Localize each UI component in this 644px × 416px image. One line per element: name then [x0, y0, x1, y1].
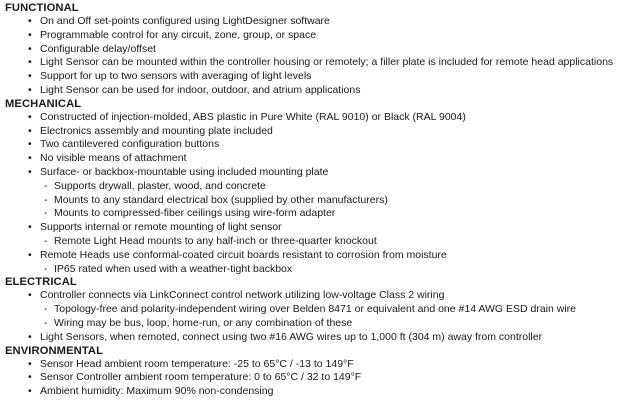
sub-list-item: - Topology-free and polarity-independent wiring over Belden 8471 or equivalent and one #14 AWG ESD drain wire: [5, 303, 644, 317]
section-mechanical: [5, 98, 644, 277]
bullet-list: [5, 111, 644, 277]
section-heading: ELECTRICAL: [5, 276, 77, 289]
section-electrical: [5, 276, 644, 344]
list-item: • No visible means of attachment: [5, 152, 644, 166]
section-functional: [5, 2, 644, 98]
section-heading: MECHANICAL: [5, 97, 82, 110]
list-item: • Ambient humidity: Maximum 90% non-condensing: [5, 385, 644, 399]
sub-list-item: - Mounts to any standard electrical box (supplied by other manufacturers): [5, 194, 644, 208]
bullet-list: [5, 289, 644, 344]
list-item: • Light Sensors, when remoted, connect using two #16 AWG wires up to 1,000 ft (304 m) away from controller: [5, 331, 644, 345]
section-heading: ENVIRONMENTAL: [5, 344, 104, 357]
list-item: • Constructed of injection-molded, ABS plastic in Pure White (RAL 9010) or Black (RAL 9004): [5, 111, 644, 125]
sub-list-item: - Supports drywall, plaster, wood, and concrete: [5, 180, 644, 194]
sub-list-item: - Wiring may be bus, loop, home-run, or any combination of these: [5, 317, 644, 331]
list-item: • Controller connects via LinkConnect control network utilizing low-voltage Class 2 wiring: [5, 289, 644, 303]
list-item: • Supports internal or remote mounting of light sensor: [5, 221, 644, 235]
list-item: • Electronics assembly and mounting plate included: [5, 125, 644, 139]
list-item: • Surface- or backbox-mountable using included mounting plate: [5, 166, 644, 180]
list-item: • On and Off set-points configured using LightDesigner software: [5, 15, 644, 29]
sub-list-item: - Mounts to compressed-fiber ceilings using wire-form adapter: [5, 207, 644, 221]
section-environmental: [5, 345, 644, 399]
sub-list-item: - Remote Light Head mounts to any half-inch or three-quarter knockout: [5, 235, 644, 249]
list-item: • Remote Heads use conformal-coated circuit boards resistant to corrosion from moisture: [5, 249, 644, 263]
section-heading: FUNCTIONAL: [5, 2, 79, 14]
list-item: • Programmable control for any circuit, zone, group, or space: [5, 29, 644, 43]
list-item: • Configurable delay/offset: [5, 43, 644, 57]
bullet-list: [5, 15, 644, 98]
list-item: • Two cantilevered configuration buttons: [5, 138, 644, 152]
list-item: • Light Sensor can be mounted within the controller housing or remotely; a filler plate is included for remote head applications: [5, 56, 644, 70]
list-item: • Light Sensor can be used for indoor, outdoor, and atrium applications: [5, 84, 644, 98]
list-item: • Support for up to two sensors with averaging of light levels: [5, 70, 644, 84]
sub-list-item: - IP65 rated when used with a weather-tight backbox: [5, 263, 644, 277]
list-item: • Sensor Controller ambient room temperature: 0 to 65°C / 32 to 149°F: [5, 371, 644, 385]
list-item: • Sensor Head ambient room temperature: -25 to 65°C / -13 to 149°F: [5, 358, 644, 372]
bullet-list: [5, 358, 644, 399]
